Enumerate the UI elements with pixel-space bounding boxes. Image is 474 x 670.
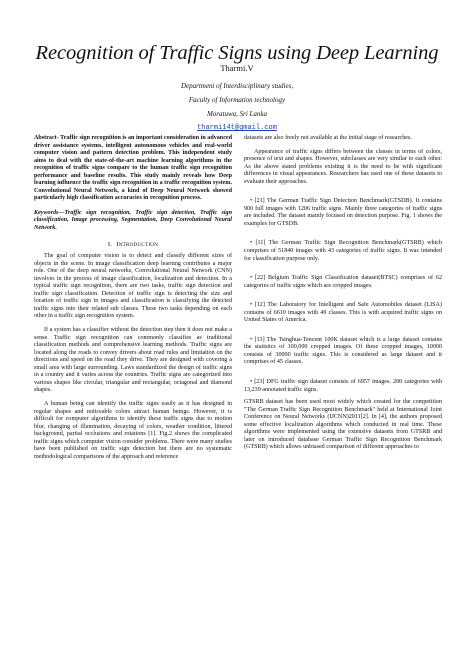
section-heading-introduction <box>34 241 232 249</box>
dataset-item-dfg: • [23] DFG traffic sign dataset consists of 6957 images. 200 categories with 13,239 annotated traffic signs. <box>244 379 442 393</box>
affiliation-faculty: Faculty of Information technology <box>188 96 286 104</box>
dataset-item-gtsrb: • [11] The German Traffic Sign Recognition Benchmark(GTSRB) which comprises of 51840 images with 43 categories of traffic signs. It was intended for classification purpose only. <box>244 240 442 262</box>
author-name: Tharmi.V <box>220 63 254 73</box>
section-number: I. <box>107 240 113 248</box>
abstract: Abstract- Traffic sign recognition is an important consideration in advanced driver assistance systems, intelligent autonomous vehicles and real-world computer vision and pattern detection problem. This independent study aims to deal with the state-of-the-art machine learning algorithms in the recognition of traffic signs compare to the human traffic sign recognition performance and baseline results. This study mainly reveals how Deep learning influence the traffic sign recognition in a traffic recognition system. Convolutional Neural Network, a kind of Deep Neural Network showed particularly high classification accuracies in recognition process. <box>34 135 232 202</box>
right-column <box>244 135 442 458</box>
intro-paragraph-1: The goal of computer vision is to detect and classify different sizes of objects in the scene. In image classification deep learning contributes a major role. One of the deep neural networks, Convolutional Neural Network (CNN) involves in the process of image classification, localization and detection. In a typical traffic sign recognition, there are two tasks, traffic sign detection and traffic sign classification. Detection of traffic sign is detecting the size and location of traffic sign in images and classification is classifying the detected traffic signs into their related sub classes. These two tasks depending on each other in a traffic sign recognition system. <box>34 253 232 320</box>
dataset-item-gtsdb: • [21] The German Traffic Sign Detection Benchmark(GTSDB). It contains 900 full images with 1206 traffic signs. Mainly three categories of traffic signs are included. The dataset mainly focused on detection purpose. Fig. 1 shows the examples for GTSDB. <box>244 198 442 227</box>
dataset-item-tsinghua: • [13] The Tsinghua-Tencent 100K dataset which is a large dataset contains the statistics of 100,000 cropped images. Of these cropped images, 10000 consists of 30000 traffic signs. This is considered as large dataset and it comprises of 45 classes. <box>244 336 442 366</box>
author-email-link[interactable]: tharmi14t@gmail.com <box>197 124 277 132</box>
dataset-item-lisa: • [12] The Laboratory for Intelligent and Safe Automobiles dataset (LISA) contains of 6610 images with 49 classes. This is with acquired traffic signs on United States of America. <box>244 302 442 324</box>
section-title: Introduction <box>116 240 159 248</box>
affiliation-dept: Department of Interdisciplinary studies, <box>180 82 294 90</box>
left-column <box>34 135 232 467</box>
keywords: Keywords—Traffic sign recognition, Traffic sign detection, Traffic sign classification, Image processing, Segmentation, Deep Convolutional Neural Network. <box>34 209 232 232</box>
right-intro-text: datasets are also freely not available at the initial stage of researches. <box>244 135 412 141</box>
gtsrb-paragraph: GTSRB dataset has been used most widely which created for the competition "The German Traffic Sign Recognition Benchmark" held at International Joint Conference on Neural Networks (IJCNN)2011[2]. In [4], the authors proposed some effective localization algorithms which conducted in real time. These algorithms were implemented using the extensive datasets from GTSRB and later on introduced database German Traffic Sign Recognition Benchmark (GTSRB) which allows unbiased comparison of different approaches to <box>244 399 442 451</box>
dataset-item-btsc: • [22] Belgium Traffic Sign Classification dataset(BTSC) comprises of 62 categories of traffic signs which are cropped images. <box>244 275 442 289</box>
affiliation-location: Moratuwa, Sri Lanka <box>206 110 268 118</box>
paper-title: Recognition of Traffic Signs using Deep Learning <box>35 42 439 64</box>
intro-paragraph-3: A human being can identify the traffic signs easily as it has designed in regular shapes and noticeable colors attract human beings. However, it is difficult for computer algorithms to identify these traffic signs due to motion blur, changing of illumination, decaying of colors, weather condition, littered background, partial occlusions and rotations [1]. Fig.2 shows the complicated traffic signs which computer vision consider problems. There were many studies have been published on traffic sign detection but there are no systematic methodological comparisons of the approach and reference <box>34 400 232 460</box>
appearance-paragraph: Appearance of traffic signs differs between the classes in terms of colors, presence of text and shapes. However, subclasses are very similar to each other. As the above stated problems existing it is the need to be with significant differences in visual appearances. Researchers has used one of these datasets to evaluate their approaches. <box>244 148 442 185</box>
intro-paragraph-2: If a system has a classifier without the detection step then it does not make a sense. Traffic sign recognition can commonly classifies as traditional classification methods and comprehensive learning methods. Traffic signs are located along the roads to convey drivers about road rules and limitation on the directions and speed on the road they drive. They are designed with covering a small area with large surrounding. Laws standardized the design of traffic signs in a country and it varies across the countries. Traffic signs are categorized into various shapes like circular, triangular and rectangular, octagonal and diamond shapes. <box>34 327 232 394</box>
